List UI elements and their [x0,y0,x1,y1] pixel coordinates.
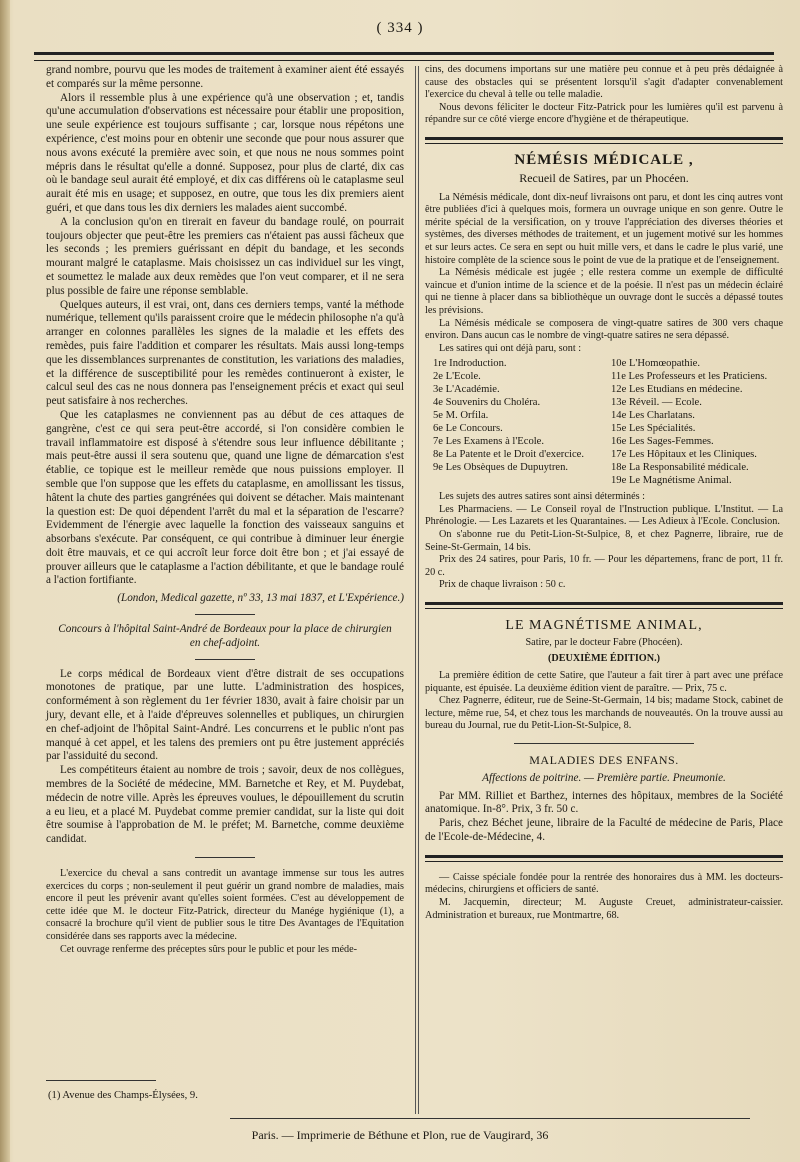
satires-list-left [433,357,605,487]
binding-edge [0,0,10,1162]
paragraph: Que les cataplasmes ne conviennent pas au début de ces attaques de gangrène, c'est ce qui sera peut-être accordé, si l'on considère combien le travail inflammatoire est disposé à s'étendre sous leur influence débilitante ; mais peut-être aussi il sera soutenu que, quand une ligne de démarcation s'est établie, ce topique est le meilleur remède que nous puissions employer. Il semble que l'on suppose que les effets du cataplasme, en amollissant les tissus, hâtent la chute des parties gangrénées qui doivent se détacher. Mais maintenant la question est: De quoi dépendent l'arrêt du mal et la séparation de l'escarre? Evidemment de l'énergie avec laquelle la fonction des vaisseaux sanguins et absorbans s'exécute. Par conséquent, ce qui contribue à diminuer leur énergie doit être mauvais, et ce qui accroît leur force doit être bon ; et j'ai essayé de prouver ailleurs que le cataplasme a l'action débilitante, et que le bandage roulé a l'action fortifiante. [46,408,404,587]
footnote-rule [46,1080,156,1081]
list-item: 13e Réveil. — Ecole. [611,397,702,409]
concours-title: Concours à l'hôpital Saint-André de Bordeaux pour la place de chirurgien en chef-adjoint. [58,623,392,649]
list-item: 3e L'Académie. [433,384,500,396]
satires-list-right [611,357,783,487]
paragraph: On s'abonne rue du Petit-Lion-St-Sulpice, 8, et chez Pagnerre, libraire, rue de Seine-St-Germain, 14 bis. [425,529,783,553]
enfans-subtitle: Affections de poitrine. — Première partie. Pneumonie. [482,771,726,784]
paragraph: Cet ouvrage renferme des préceptes sûrs pour le public et pour les méde- [60,943,358,955]
paragraph: Chez Pagnerre, éditeur, rue de Seine-St-Germain, 14 bis; madame Stock, cabinet de lecture, même rue, 54, et chez tous les marchands de nouveautés. On la trouve aussi au bureau du Journal, rue du Petit-Lion-St-Sulpice, 8. [425,695,783,732]
paragraph: cins, des documens importans sur une matière peu connue et à peu près dédaignée à cause des obstacles qui se présentent lorsqu'il s'agit d'adapter convenablement l'exercice du cheval à telle ou telle maladie. [425,64,783,101]
list-item: 8e La Patente et le Droit d'exercice. [433,449,585,461]
source-citation: (London, Medical gazette, nº 33, 13 mai 1837, et L'Expérience.) [117,592,404,605]
header-rule [34,52,774,61]
list-item: 4e Souvenirs du Choléra. [433,397,541,409]
magnetisme-title: LE MAGNÉTISME ANIMAL, [505,618,703,634]
paragraph: La première édition de cette Satire, que l'auteur a fait tirer à part avec une préface piquante, est épuisée. La deuxième édition vient de paraître. — Prix, 75 c. [425,670,783,694]
list-item: 12e Les Etudians en médecine. [611,384,743,396]
paragraph: Alors il ressemble plus à une expérience qu'à une observation ; et, tandis qu'une accumulation d'observations est nécessaire pour établir une proposition, une seule expérience est toujours suffisante ; car, lorsque nous répétons une expérience, c'est moins pour en obtenir une seconde que pour nous assurer que nous avons exécuté la première avec soin, et que nous ne nous sommes point mépris dans le résultat qu'elle a donné. Supposez, pour plus de clarté, dix cas où le bandage seul aurait été employé, et dix cas différens où le cataplasme seul aurait été mis en usage; et supposez, en outre, que tous les dix premiers aient guéri, et que dans tous les dix derniers les malades aient succombé. [46,91,404,214]
paragraph: A la conclusion qu'on en tirerait en faveur du bandage roulé, on pourrait toujours objecter que peut-être les premiers cas n'étaient pas aussi fâcheux que les seconds ; les premiers guérissant en dépit du bandage, et les seconds mourant malgré le cataplasme. Mais choisissez un cas individuel sur les vingt, et soumettez le malade aux deux remèdes que l'on veut comparer, et il ne sera plus possible de faire une réponse semblable. [46,215,404,297]
paragraph: Le corps médical de Bordeaux vient d'être distrait de ses occupations monotones de pratique, par une lutte. L'administration des hospices, conformément à son règlement du 1er février 1830, avait à faire choisir par un jury, devant elle, et à l'aide d'épreuves solennelles et publiques, un chirurgien en chef-adjoint de l'hôpital Saint-André. Les concurrens et le public n'ont pas manqué à cet appel, et les talens des premiers ont pu être justement appréciés par l'assiduité du second. [46,667,404,763]
paragraph: Par MM. Rilliet et Barthez, internes des hôpitaux, membres de la Société anatomique. In-8°. Prix, 3 fr. 50 c. [425,789,783,816]
list-item: 11e Les Professeurs et les Praticiens. [611,371,768,383]
magnetisme-subtitle: Satire, par le docteur Fabre (Phocéen). [525,636,683,648]
footer-rule [230,1118,750,1119]
paragraph: Les sujets des autres satires sont ainsi déterminés : [439,491,645,503]
list-item: 10e L'Homœopathie. [611,358,700,370]
printer-imprint: Paris. — Imprimerie de Béthune et Plon, rue de Vaugirard, 36 [251,1128,549,1142]
paragraph: La Némésis médicale se composera de vingt-quatre satires de 300 vers chaque environ. Dans aucun cas le nombre de vingt-quatre satires ne sera dépassé. [425,317,783,342]
nemesis-subtitle: Recueil de Satires, par un Phocéen. [519,170,689,185]
satires-list [433,357,783,487]
paragraph: La Némésis médicale est jugée ; elle restera comme un exemple de difficulté vaincue et d'union intime de la science et de la poésie. Il n'est pas un médecin éclairé qui ne tienne à placer dans sa bibliothèque un ouvrage dont le succès a dépassé toutes les prévisions. [425,267,783,316]
paragraph: Les Pharmaciens. — Le Conseil royal de l'Instruction publique. L'Institut. — La Phrénologie. — Les Lazarets et les Quarantaines. — Les Adieux à l'Ecole. Conclusion. [425,503,783,528]
paragraph: Les satires qui ont déjà paru, sont : [439,342,582,354]
paragraph: Prix de chaque livraison : 50 c. [439,579,566,591]
list-item: 5e M. Orfila. [433,410,489,422]
magnetisme-edition: (DEUXIÈME ÉDITION.) [547,653,661,665]
section-rule [425,602,783,609]
footnote: (1) Avenue des Champs-Élysées, 9. [48,1090,198,1101]
list-item: 2e L'Ecole. [433,371,481,383]
paragraph: Paris, chez Béchet jeune, libraire de la Faculté de médecine de Paris, Place de l'Ecole-de-Médecine, 4. [425,817,783,843]
paragraph: — Caisse spéciale fondée pour la rentrée des honoraires dus à MM. les docteurs-médecins, chirurgiens et officiers de santé. [425,871,783,896]
section-rule [195,857,255,858]
enfans-title: MALADIES DES ENFANS. [529,752,679,767]
paragraph: Les compétiteurs étaient au nombre de trois ; savoir, deux de nos collègues, membres de la Société de médecine, MM. Barnetche et Rey, et M. Puydebat, médecin de notre ville. Après les épreuves voulues, le dépouillement du scrutin a eu lieu, et a placé M. Puydebat comme premier candidat, sur la liste qui doit être soumise à l'approbation de M. le préfet; M. Barnetche, comme deuxième candidat. [46,764,404,846]
list-item: 15e Les Spécialités. [611,423,696,435]
right-column [425,64,783,922]
paragraph: grand nombre, pourvu que les modes de traitement à examiner aient été essayés et comparés sur la même personne. [46,64,404,90]
paragraph: L'exercice du cheval a sans contredit un avantage immense sur tous les autres exercices du corps ; non-seulement il peut guérir un grand nombre de maladies, mais encore il peut les prévenir avant qu'elles soient formées. C'est au développement de cette idée que M. le docteur Fitz-Patrick, directeur du Manége hygiénique (1), a consacré la brochure qu'il vient de publier sous le titre Des Avantages de l'Equitation considérée dans ses rapports avec la médecine. [46,868,404,942]
column-divider [415,66,419,1114]
paragraph: M. Jacquemin, directeur; M. Auguste Creuet, administrateur-caissier. Administration et bureaux, rue Montmartre, 68. [425,896,783,921]
list-item: 16e Les Sages-Femmes. [611,436,714,448]
list-item: 14e Les Charlatans. [611,410,695,422]
left-column [46,64,404,956]
section-rule [195,614,255,615]
section-rule [195,659,255,660]
paragraph: Prix des 24 satires, pour Paris, 10 fr. — Pour les départemens, franc de port, 11 fr. 20 c. [425,554,783,578]
section-rule [425,137,783,144]
page-number: ( 334 ) [376,20,424,36]
list-item: 17e Les Hôpitaux et les Cliniques. [611,449,757,461]
section-rule [425,855,783,862]
paragraph: Quelques auteurs, il est vrai, ont, dans ces derniers temps, vanté la méthode numérique, tellement qu'ils paraissent croire que le médecin philosophe n'a qu'à arranger en colonnes parallèles les signes de la maladie et les effets des remèdes, puis faire l'addition et comparer les résultats. Mais aussi long-temps que les dissemblances surprenantes de constitution, les variations des maladies, et la différence de susceptibilité pour les remèdes continueront à exister, le calcul seul des cas ne nous donnera pas l'enseignement précis et exact qui seul peut satisfaire à nos recherches. [46,298,404,408]
paragraph: Nous devons féliciter le docteur Fitz-Patrick pour les lumières qu'il est parvenu à répandre sur ce côté vierge encore d'hygiène et de thérapeutique. [425,101,783,126]
nemesis-title: NÉMÉSIS MÉDICALE , [514,151,694,168]
section-rule [514,743,694,744]
list-item: 18e La Responsabilité médicale. [611,462,749,474]
list-item: 7e Les Examens à l'Ecole. [433,436,545,448]
paragraph: La Némésis médicale, dont dix-neuf livraisons ont paru, et dont les cinq autres vont être publiées d'ici à quelques mois, formera un ouvrage unique en son genre. Outre le mérite spécial de la versification, on y trouve l'appréciation des diverses théories et systèmes, des diverses méthodes de traitement, et un jugement motivé sur les hommes et sur leurs actes. Ce sera en sept ou huit mille vers, et dans le cadre le plus varié, une histoire complète de la science sous le point de vue de la pratique et de l'enseignement. [425,191,783,266]
list-item: 19e Le Magnétisme Animal. [611,475,732,487]
list-item: 9e Les Obsèques de Dupuytren. [433,462,569,474]
list-item: 6e Le Concours. [433,423,503,435]
list-item: 1re Indroduction. [433,358,507,370]
